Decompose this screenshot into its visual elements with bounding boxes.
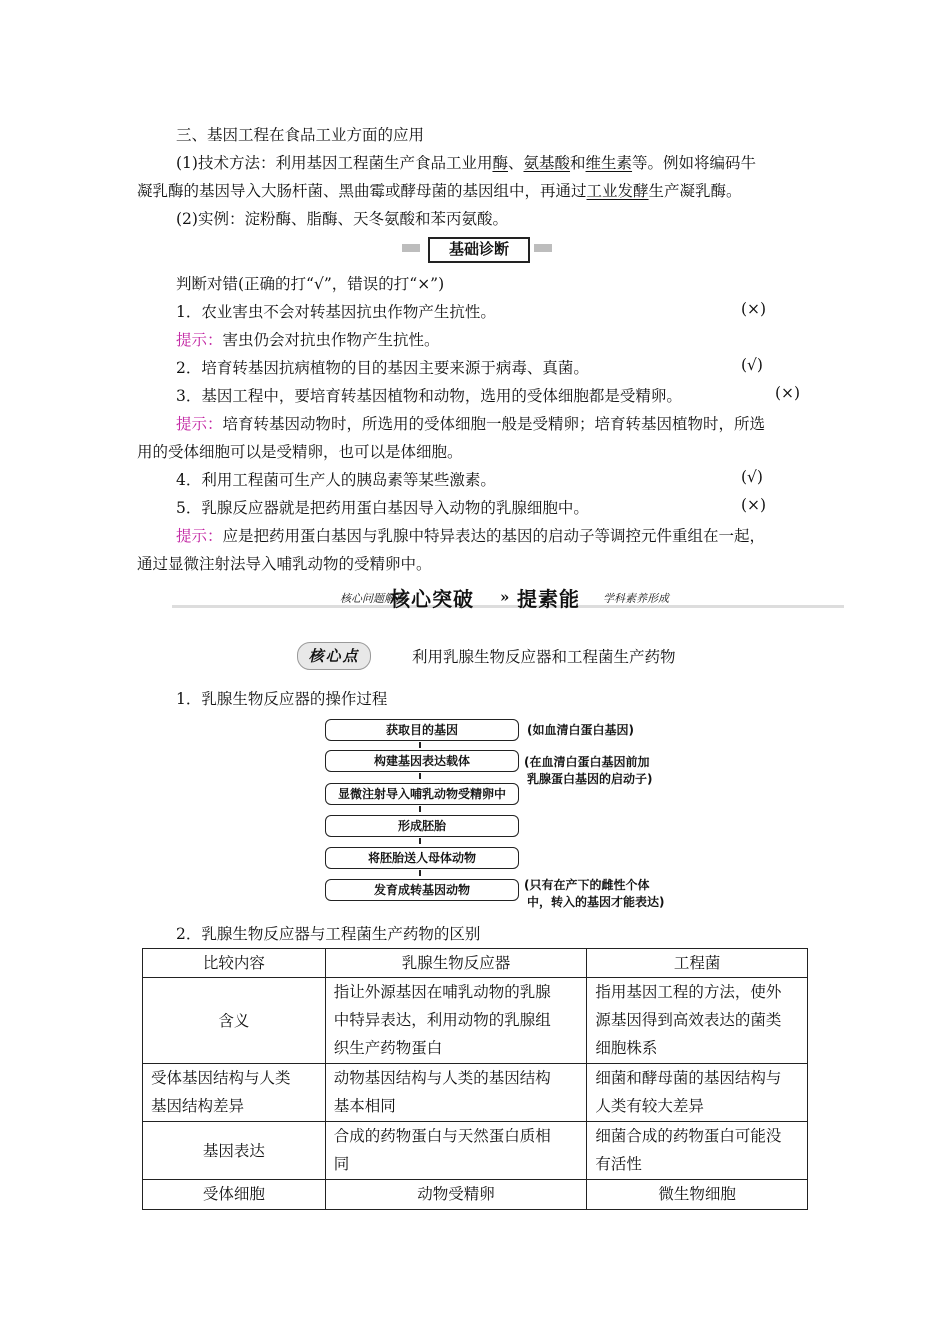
section-heading: 三、基因工程在食品工业方面的应用 bbox=[176, 126, 425, 144]
question-3: 3．基因工程中，要培育转基因植物和动物，选用的受体细胞都是受精卵。 bbox=[176, 387, 682, 405]
table-cell: 动物受精卵 bbox=[325, 1180, 587, 1210]
flow-arrow bbox=[419, 742, 421, 748]
table-row bbox=[143, 1122, 808, 1180]
question-4: 4．利用工程菌可生产人的胰岛素等某些激素。 bbox=[176, 471, 496, 489]
flow-note-3a: (只有在产下的雌性个体 bbox=[524, 878, 650, 892]
table-cell: 微生物细胞 bbox=[587, 1180, 808, 1210]
comparison-table bbox=[142, 948, 808, 1210]
answer-5: (×) bbox=[741, 496, 767, 514]
answer-1: (×) bbox=[741, 300, 767, 318]
core-point-badge: 核心点 bbox=[297, 642, 371, 670]
question-5: 5．乳腺反应器就是把药用蛋白基因导入动物的乳腺细胞中。 bbox=[176, 499, 589, 517]
answer-4: (√) bbox=[741, 468, 763, 486]
answer-2: (√) bbox=[741, 356, 763, 374]
table-cell: 动物基因结构与人类的基因结构 基本相同 bbox=[325, 1064, 587, 1122]
subheading-1: 1．乳腺生物反应器的操作过程 bbox=[176, 690, 388, 708]
flow-step: 发育成转基因动物 bbox=[325, 879, 519, 901]
answer-3: (×) bbox=[775, 384, 801, 402]
question-1: 1．农业害虫不会对转基因抗虫作物产生抗性。 bbox=[176, 303, 496, 321]
table-cell: 细菌合成的药物蛋白可能没 有活性 bbox=[587, 1122, 808, 1180]
banner-bar-right bbox=[534, 244, 552, 252]
flow-step: 显微注射导入哺乳动物受精卵中 bbox=[325, 783, 519, 805]
table-cell: 指用基因工程的方法，使外 源基因得到高效表达的菌类 细胞株系 bbox=[587, 978, 808, 1064]
table-cell: 合成的药物蛋白与天然蛋白质相 同 bbox=[325, 1122, 587, 1180]
section-left-caption: 核心问题解惑 bbox=[340, 592, 406, 605]
paragraph-method-line2: 凝乳酶的基因导入大肠杆菌、黑曲霉或酵母菌的基因组中，再通过工业发酵生产凝乳酶。 bbox=[137, 182, 742, 200]
table-cell: 指让外源基因在哺乳动物的乳腺 中特异表达，利用动物的乳腺组 织生产药物蛋白 bbox=[325, 978, 587, 1064]
flow-note-3b: 中，转入的基因才能表达) bbox=[527, 895, 665, 909]
core-point-title: 利用乳腺生物反应器和工程菌生产药物 bbox=[412, 648, 676, 666]
flow-step: 获取目的基因 bbox=[325, 719, 519, 741]
table-cell-label: 基因表达 bbox=[143, 1122, 326, 1180]
table-header: 比较内容 bbox=[143, 949, 326, 978]
subheading-2: 2．乳腺生物反应器与工程菌生产药物的区别 bbox=[176, 925, 481, 943]
table-row bbox=[143, 978, 808, 1064]
question-2: 2．培育转基因抗病植物的目的基因主要来源于病毒、真菌。 bbox=[176, 359, 589, 377]
flow-arrow bbox=[419, 806, 421, 812]
section-title-a: 核心突破 bbox=[390, 587, 474, 611]
flow-arrow bbox=[419, 773, 421, 779]
hint-5-line1: 提示：应是把药用蛋白基因与乳腺中特异表达的基因的启动子等调控元件重组在一起， bbox=[176, 527, 766, 545]
flow-note-2b: 乳腺蛋白基因的启动子) bbox=[527, 772, 653, 786]
table-header-row bbox=[143, 949, 808, 978]
hint-1: 提示：害虫仍会对抗虫作物产生抗性。 bbox=[176, 331, 440, 349]
hint-5-line2: 通过显微注射法导入哺乳动物的受精卵中。 bbox=[137, 555, 432, 573]
hint-3-line1: 提示：培育转基因动物时，所选用的受体细胞一般是受精卵；培育转基因植物时，所选 bbox=[176, 415, 766, 433]
flow-step: 构建基因表达载体 bbox=[325, 750, 519, 772]
section-title-b: 提素能 bbox=[517, 587, 580, 611]
banner-bar-left bbox=[402, 244, 420, 252]
banner-title: 基础诊断 bbox=[428, 237, 530, 263]
table-cell-label: 受体基因结构与人类 基因结构差异 bbox=[143, 1064, 326, 1122]
instruction: 判断对错(正确的打“√”，错误的打“×”) bbox=[176, 275, 445, 293]
table-row bbox=[143, 1064, 808, 1122]
table-cell: 细菌和酵母菌的基因结构与 人类有较大差异 bbox=[587, 1064, 808, 1122]
flow-step: 将胚胎送人母体动物 bbox=[325, 847, 519, 869]
table-cell-label: 受体细胞 bbox=[143, 1180, 326, 1210]
section-right-caption: 学科素养形成 bbox=[603, 592, 669, 605]
flow-note-1: (如血清白蛋白基因) bbox=[527, 723, 634, 737]
section-arrow-icon: » bbox=[500, 588, 510, 606]
table-row bbox=[143, 1180, 808, 1210]
flow-arrow bbox=[419, 838, 421, 844]
table-header: 工程菌 bbox=[587, 949, 808, 978]
hint-3-line2: 用的受体细胞可以是受精卵，也可以是体细胞。 bbox=[137, 443, 463, 461]
table-cell-label: 含义 bbox=[143, 978, 326, 1064]
table-header: 乳腺生物反应器 bbox=[325, 949, 587, 978]
diagnosis-banner bbox=[398, 238, 556, 260]
paragraph-method-line1: (1)技术方法：利用基因工程菌生产食品工业用酶、氨基酸和维生素等。例如将编码牛 bbox=[176, 154, 757, 172]
flow-note-2a: (在血清白蛋白基因前加 bbox=[524, 755, 650, 769]
paragraph-examples: (2)实例：淀粉酶、脂酶、天冬氨酸和苯丙氨酸。 bbox=[176, 210, 508, 228]
flow-arrow bbox=[419, 870, 421, 876]
flow-step: 形成胚胎 bbox=[325, 815, 519, 837]
